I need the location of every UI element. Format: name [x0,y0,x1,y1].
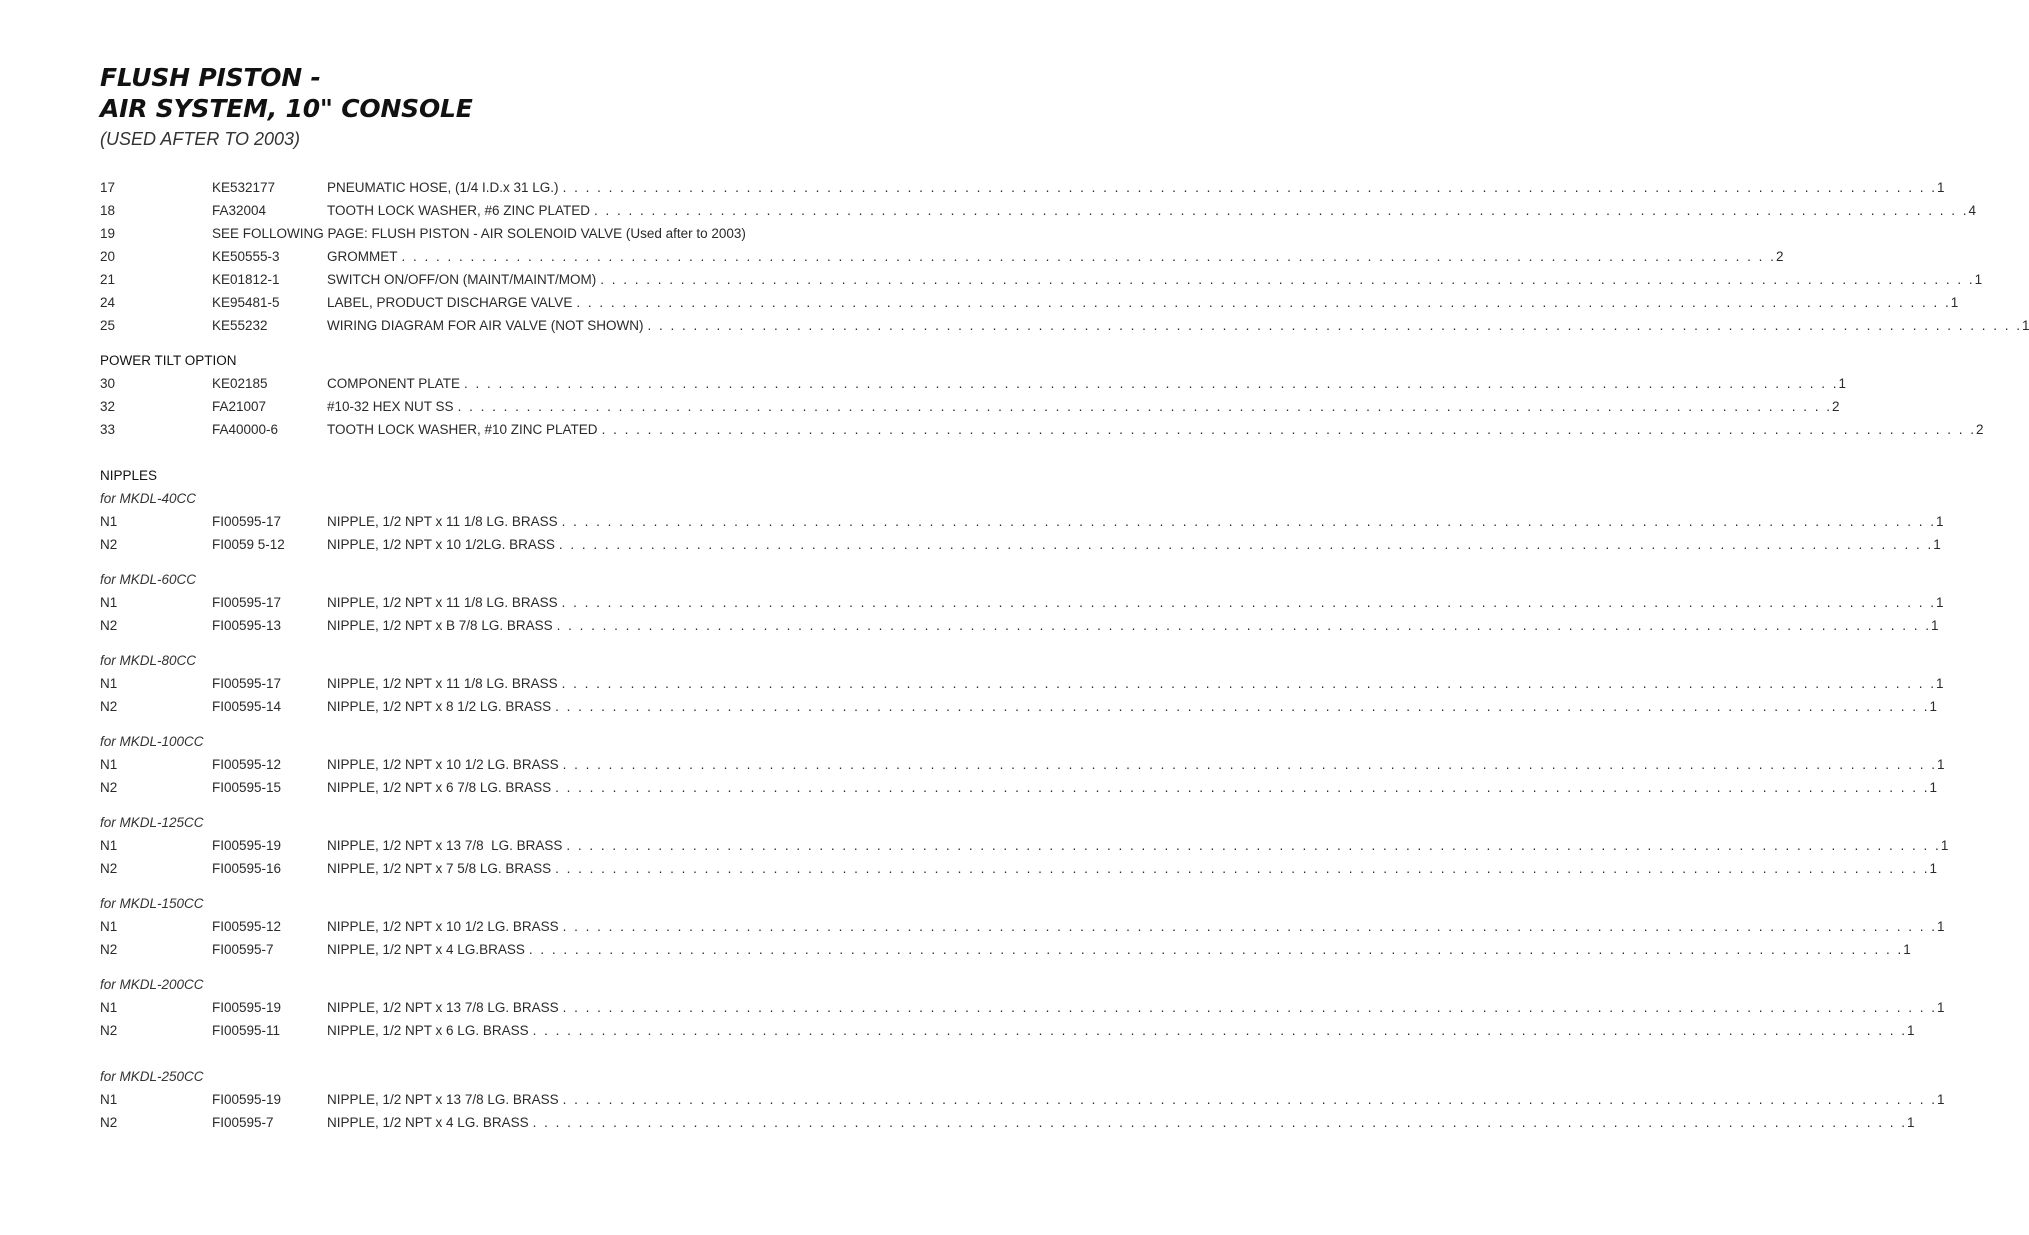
row-note: SEE FOLLOWING PAGE: FLUSH PISTON - AIR SOLENOID VALVE (Used after to 2003) [212,226,746,241]
part-description: NIPPLE, 1/2 NPT x 8 1/2 LG. BRASS [327,699,552,714]
quantity: 1 [2021,318,2029,333]
item-number: N1 [100,757,118,772]
dot-leader: . . . . . . . . . . . . . . . . . . . . . . . . . . . . . . . . . . . . . . . . . . . . . . . . . . . . . . . . . . . . . . . . . . . . . . . . . . . . . . . . . . . . . . . . . . . . . . . . . . . . . . . . . . . . . . . . . . . . . . . . [528,942,1904,957]
item-number: N1 [100,595,118,610]
description-cell [327,617,1939,634]
table-row [100,225,826,248]
dot-leader: . . . . . . . . . . . . . . . . . . . . . . . . . . . . . . . . . . . . . . . . . . . . . . . . . . . . . . . . . . . . . . . . . . . . . . . . . . . . . . . . . . . . . . . . . . . . . . . . . . . . . . . . . . . . . . . . . . . . . . . . [532,1115,1908,1130]
description-cell [327,317,2029,334]
part-number: FI0059 5-12 [212,537,285,552]
dot-leader: . . . . . . . . . . . . . . . . . . . . . . . . . . . . . . . . . . . . . . . . . . . . . . . . . . . . . . . . . . . . . . . . . . . . . . . . . . . . . . . . . . . . . . . . . . . . . . . . . . . . . . . . . . . . . . . . . . . . . . . . [566,838,1941,853]
description-cell [327,698,1938,715]
dot-leader: . . . . . . . . . . . . . . . . . . . . . . . . . . . . . . . . . . . . . . . . . . . . . . . . . . . . . . . . . . . . . . . . . . . . . . . . . . . . . . . . . . . . . . . . . . . . . . . . . . . . . . . . . . . . . . . . . . . . . . . . [562,1092,1938,1107]
description-cell [327,837,1949,854]
quantity: 1 [1974,272,1983,287]
table-row [100,1091,1945,1114]
part-description: NIPPLE, 1/2 NPT x 10 1/2LG. BRASS [327,537,555,552]
quantity: 1 [1950,295,1959,310]
item-number: 21 [100,272,116,287]
quantity: 1 [1929,699,1938,714]
description-cell [327,756,1945,773]
quantity: 1 [1936,514,1944,529]
spacer [100,883,826,895]
part-number: KE02185 [212,376,268,391]
part-description: WIRING DIAGRAM FOR AIR VALVE (NOT SHOWN) [327,318,644,333]
dot-leader: . . . . . . . . . . . . . . . . . . . . . . . . . . . . . . . . . . . . . . . . . . . . . . . . . . . . . . . . . . . . . . . . . . . . . . . . . . . . . . . . . . . . . . . . . . . . . . . . . . . . . . . . . . . . . . . . . . . . . . . . [401,249,1776,264]
dot-leader: . . . . . . . . . . . . . . . . . . . . . . . . . . . . . . . . . . . . . . . . . . . . . . . . . . . . . . . . . . . . . . . . . . . . . . . . . . . . . . . . . . . . . . . . . . . . . . . . . . . . . . . . . . . . . . . . . . . . . . . . [457,399,1832,414]
part-number: FI00595-11 [212,1023,281,1038]
item-number: N1 [100,514,118,529]
item-number: 18 [100,203,116,218]
item-number: 24 [100,295,116,310]
part-description: NIPPLE, 1/2 NPT x 13 7/8 LG. BRASS [327,1092,559,1107]
model-subheading: for MKDL-150CC [100,896,204,911]
part-description: NIPPLE, 1/2 NPT x 4 LG. BRASS [327,1115,529,1130]
part-description: NIPPLE, 1/2 NPT x 13 7/8 LG. BRASS [327,838,563,853]
description-cell [327,421,1984,438]
description-cell [327,999,1945,1016]
dot-leader: . . . . . . . . . . . . . . . . . . . . . . . . . . . . . . . . . . . . . . . . . . . . . . . . . . . . . . . . . . . . . . . . . . . . . . . . . . . . . . . . . . . . . . . . . . . . . . . . . . . . . . . . . . . . . . . . . . . . . . . . [576,295,1951,310]
parts-list-page [100,62,2029,1137]
item-number: N1 [100,1000,118,1015]
dot-leader: . . . . . . . . . . . . . . . . . . . . . . . . . . . . . . . . . . . . . . . . . . . . . . . . . . . . . . . . . . . . . . . . . . . . . . . . . . . . . . . . . . . . . . . . . . . . . . . . . . . . . . . . . . . . . . . . . . . . . . . . [647,318,2022,333]
spacer [100,640,826,652]
item-number: 19 [100,226,116,241]
part-description: NIPPLE, 1/2 NPT x 7 5/8 LG. BRASS [327,861,552,876]
quantity: 4 [1968,203,1976,218]
table-row [100,941,1911,964]
part-description: LABEL, PRODUCT DISCHARGE VALVE [327,295,573,310]
dot-leader: . . . . . . . . . . . . . . . . . . . . . . . . . . . . . . . . . . . . . . . . . . . . . . . . . . . . . . . . . . . . . . . . . . . . . . . . . . . . . . . . . . . . . . . . . . . . . . . . . . . . . . . . . . . . . . . . . . . . . . . . [532,1023,1908,1038]
table-row [100,756,1945,779]
description-cell [327,179,1945,196]
description-cell [327,271,1983,288]
model-subheading: for MKDL-200CC [100,977,204,992]
dot-leader: . . . . . . . . . . . . . . . . . . . . . . . . . . . . . . . . . . . . . . . . . . . . . . . . . . . . . . . . . . . . . . . . . . . . . . . . . . . . . . . . . . . . . . . . . . . . . . . . . . . . . . . . . . . . . . . . . . . . . . . . [561,676,1937,691]
spacer [100,964,826,976]
description-cell [327,294,1959,311]
item-number: N2 [100,1115,118,1130]
part-number: FA32004 [212,203,267,218]
quantity: 1 [1838,376,1846,391]
table-row [100,398,1840,421]
quantity: 1 [1940,838,1949,853]
table-row [100,675,1944,698]
table-row [100,1114,1915,1137]
model-subheading: for MKDL-40CC [100,491,197,506]
spacer [100,1045,826,1068]
quantity: 1 [1907,1115,1915,1130]
table-row [100,536,1941,559]
part-number: FI00595-16 [212,861,282,876]
item-number: N2 [100,699,118,714]
table-row [100,513,1944,536]
table-row [100,421,1984,444]
dot-leader: . . . . . . . . . . . . . . . . . . . . . . . . . . . . . . . . . . . . . . . . . . . . . . . . . . . . . . . . . . . . . . . . . . . . . . . . . . . . . . . . . . . . . . . . . . . . . . . . . . . . . . . . . . . . . . . . . . . . . . . . [600,272,1975,287]
model-subheading: for MKDL-60CC [100,572,197,587]
part-number: FI00595-19 [212,1000,282,1015]
part-number: FI00595-12 [212,919,282,934]
table-row [100,179,1945,202]
description-cell [327,675,1944,692]
title-line-2: AIR SYSTEM, 10" CONSOLE [100,94,473,123]
dot-leader: . . . . . . . . . . . . . . . . . . . . . . . . . . . . . . . . . . . . . . . . . . . . . . . . . . . . . . . . . . . . . . . . . . . . . . . . . . . . . . . . . . . . . . . . . . . . . . . . . . . . . . . . . . . . . . . . . . . . . . . . [561,595,1937,610]
part-description: NIPPLE, 1/2 NPT x 11 1/8 LG. BRASS [327,676,558,691]
table-row [100,375,1846,398]
part-description: GROMMET [327,249,398,264]
description-cell [327,1022,1915,1039]
item-number: N2 [100,780,118,795]
part-description: NIPPLE, 1/2 NPT x 10 1/2 LG. BRASS [327,757,559,772]
dot-leader: . . . . . . . . . . . . . . . . . . . . . . . . . . . . . . . . . . . . . . . . . . . . . . . . . . . . . . . . . . . . . . . . . . . . . . . . . . . . . . . . . . . . . . . . . . . . . . . . . . . . . . . . . . . . . . . . . . . . . . . . [562,1000,1938,1015]
quantity: 2 [1976,422,1984,437]
dot-leader: . . . . . . . . . . . . . . . . . . . . . . . . . . . . . . . . . . . . . . . . . . . . . . . . . . . . . . . . . . . . . . . . . . . . . . . . . . . . . . . . . . . . . . . . . . . . . . . . . . . . . . . . . . . . . . . . . . . . . . . . [556,618,1932,633]
spacer [100,721,826,733]
item-number: N2 [100,1023,118,1038]
quantity: 1 [1903,942,1911,957]
part-description: COMPONENT PLATE [327,376,461,391]
part-number: FI00595-17 [212,676,282,691]
item-number: N1 [100,919,118,934]
part-description: NIPPLE, 1/2 NPT x B 7/8 LG. BRASS [327,618,553,633]
description-cell [327,375,1846,392]
part-description: NIPPLE, 1/2 NPT x 6 7/8 LG. BRASS [327,780,552,795]
part-number: KE50555-3 [212,249,280,264]
part-description: TOOTH LOCK WASHER, #6 ZINC PLATED [327,203,591,218]
part-number: FA40000-6 [212,422,279,437]
dot-leader: . . . . . . . . . . . . . . . . . . . . . . . . . . . . . . . . . . . . . . . . . . . . . . . . . . . . . . . . . . . . . . . . . . . . . . . . . . . . . . . . . . . . . . . . . . . . . . . . . . . . . . . . . . . . . . . . . . . . . . . . [555,780,1930,795]
model-subheading: for MKDL-100CC [100,734,204,749]
quantity: 1 [1937,180,1945,195]
quantity: 1 [1937,1092,1945,1107]
description-cell [327,1114,1915,1131]
part-number: KE95481-5 [212,295,280,310]
quantity: 1 [1937,757,1945,772]
dot-leader: . . . . . . . . . . . . . . . . . . . . . . . . . . . . . . . . . . . . . . . . . . . . . . . . . . . . . . . . . . . . . . . . . . . . . . . . . . . . . . . . . . . . . . . . . . . . . . . . . . . . . . . . . . . . . . . . . . . . . . . . [464,376,1839,391]
part-number: FI00595-12 [212,757,282,772]
table-row [100,594,1944,617]
spacer [100,340,826,352]
quantity: 1 [1936,676,1944,691]
table-row [100,317,2029,340]
quantity: 2 [1832,399,1840,414]
table-row [100,1022,1915,1045]
part-description: PNEUMATIC HOSE, (1/4 I.D.x 31 LG.) [327,180,559,195]
quantity: 1 [1929,861,1938,876]
title-line-1: FLUSH PISTON - [100,63,321,92]
model-subheading: for MKDL-250CC [100,1069,204,1084]
item-number: 32 [100,399,116,414]
table-row [100,779,1938,802]
spacer [100,802,826,814]
table-row [100,248,1784,271]
section-heading-nipples: NIPPLES [100,468,158,483]
quantity: 1 [1931,618,1939,633]
part-description: NIPPLE, 1/2 NPT x 11 1/8 LG. BRASS [327,514,558,529]
part-number: FI00595-19 [212,838,282,853]
description-cell [327,779,1938,796]
part-description: NIPPLE, 1/2 NPT x 4 LG.BRASS [327,942,525,957]
description-cell [327,398,1840,415]
quantity: 1 [1907,1023,1915,1038]
table-row [100,271,1983,294]
table-row [100,860,1938,883]
description-cell [327,248,1784,265]
part-number: FI00595-7 [212,942,274,957]
part-number: FI00595-17 [212,514,282,529]
part-description: NIPPLE, 1/2 NPT x 10 1/2 LG. BRASS [327,919,559,934]
description-cell [327,594,1944,611]
part-number: KE532177 [212,180,276,195]
part-description: NIPPLE, 1/2 NPT x 11 1/8 LG. BRASS [327,595,558,610]
part-number: FA21007 [212,399,267,414]
part-number: FI00595-7 [212,1115,274,1130]
item-number: 20 [100,249,116,264]
section-heading-power-tilt: POWER TILT OPTION [100,353,237,368]
quantity: 2 [1775,249,1784,264]
part-description: NIPPLE, 1/2 NPT x 6 LG. BRASS [327,1023,529,1038]
table-row [100,202,1976,225]
part-number: FI00595-15 [212,780,282,795]
description-cell [327,941,1911,958]
spacer [100,444,826,467]
description-cell [327,536,1941,553]
part-description: NIPPLE, 1/2 NPT x 13 7/8 LG. BRASS [327,1000,559,1015]
table-row [100,918,1945,941]
description-cell [327,860,1938,877]
description-cell [327,918,1945,935]
item-number: N2 [100,861,118,876]
part-description: #10-32 HEX NUT SS [327,399,454,414]
item-number: N2 [100,618,118,633]
item-number: 30 [100,376,116,391]
table-row [100,999,1945,1022]
page-title [100,62,826,124]
item-number: 17 [100,180,116,195]
part-number: FI00595-17 [212,595,282,610]
item-number: N2 [100,537,118,552]
item-number: N1 [100,676,118,691]
dot-leader: . . . . . . . . . . . . . . . . . . . . . . . . . . . . . . . . . . . . . . . . . . . . . . . . . . . . . . . . . . . . . . . . . . . . . . . . . . . . . . . . . . . . . . . . . . . . . . . . . . . . . . . . . . . . . . . . . . . . . . . . [562,919,1938,934]
quantity: 1 [1929,780,1938,795]
part-description: TOOTH LOCK WASHER, #10 ZINC PLATED [327,422,598,437]
table-row [100,837,1949,860]
item-number: 25 [100,318,116,333]
part-number: FI00595-19 [212,1092,282,1107]
dot-leader: . . . . . . . . . . . . . . . . . . . . . . . . . . . . . . . . . . . . . . . . . . . . . . . . . . . . . . . . . . . . . . . . . . . . . . . . . . . . . . . . . . . . . . . . . . . . . . . . . . . . . . . . . . . . . . . . . . . . . . . . [562,757,1938,772]
part-number: FI00595-13 [212,618,282,633]
dot-leader: . . . . . . . . . . . . . . . . . . . . . . . . . . . . . . . . . . . . . . . . . . . . . . . . . . . . . . . . . . . . . . . . . . . . . . . . . . . . . . . . . . . . . . . . . . . . . . . . . . . . . . . . . . . . . . . . . . . . . . . . [601,422,1976,437]
item-number: 33 [100,422,116,437]
quantity: 1 [1936,595,1944,610]
description-cell [327,513,1944,530]
item-number: N1 [100,1092,118,1107]
description-cell [327,1091,1945,1108]
part-number: KE01812-1 [212,272,280,287]
part-number: FI00595-14 [212,699,282,714]
dot-leader: . . . . . . . . . . . . . . . . . . . . . . . . . . . . . . . . . . . . . . . . . . . . . . . . . . . . . . . . . . . . . . . . . . . . . . . . . . . . . . . . . . . . . . . . . . . . . . . . . . . . . . . . . . . . . . . . . . . . . . . . [555,861,1930,876]
table-row [100,294,1959,317]
quantity: 1 [1937,919,1945,934]
page-subtitle: (USED AFTER TO 2003) [100,129,301,149]
model-subheading: for MKDL-80CC [100,653,197,668]
item-number: N2 [100,942,118,957]
dot-leader: . . . . . . . . . . . . . . . . . . . . . . . . . . . . . . . . . . . . . . . . . . . . . . . . . . . . . . . . . . . . . . . . . . . . . . . . . . . . . . . . . . . . . . . . . . . . . . . . . . . . . . . . . . . . . . . . . . . . . . . . [558,537,1934,552]
part-description: SWITCH ON/OFF/ON (MAINT/MAINT/MOM) [327,272,597,287]
model-subheading: for MKDL-125CC [100,815,204,830]
dot-leader: . . . . . . . . . . . . . . . . . . . . . . . . . . . . . . . . . . . . . . . . . . . . . . . . . . . . . . . . . . . . . . . . . . . . . . . . . . . . . . . . . . . . . . . . . . . . . . . . . . . . . . . . . . . . . . . . . . . . . . . . [561,514,1937,529]
item-number: N1 [100,838,118,853]
description-cell [327,202,1976,219]
quantity: 1 [1933,537,1941,552]
parts-table [100,179,2029,1137]
quantity: 1 [1937,1000,1945,1015]
part-number: KE55232 [212,318,268,333]
dot-leader: . . . . . . . . . . . . . . . . . . . . . . . . . . . . . . . . . . . . . . . . . . . . . . . . . . . . . . . . . . . . . . . . . . . . . . . . . . . . . . . . . . . . . . . . . . . . . . . . . . . . . . . . . . . . . . . . . . . . . . . . [562,180,1937,195]
dot-leader: . . . . . . . . . . . . . . . . . . . . . . . . . . . . . . . . . . . . . . . . . . . . . . . . . . . . . . . . . . . . . . . . . . . . . . . . . . . . . . . . . . . . . . . . . . . . . . . . . . . . . . . . . . . . . . . . . . . . . . . . [555,699,1930,714]
spacer [100,559,826,571]
table-row [100,698,1938,721]
dot-leader: . . . . . . . . . . . . . . . . . . . . . . . . . . . . . . . . . . . . . . . . . . . . . . . . . . . . . . . . . . . . . . . . . . . . . . . . . . . . . . . . . . . . . . . . . . . . . . . . . . . . . . . . . . . . . . . . . . . . . . . . [594,203,1969,218]
table-row [100,617,1939,640]
